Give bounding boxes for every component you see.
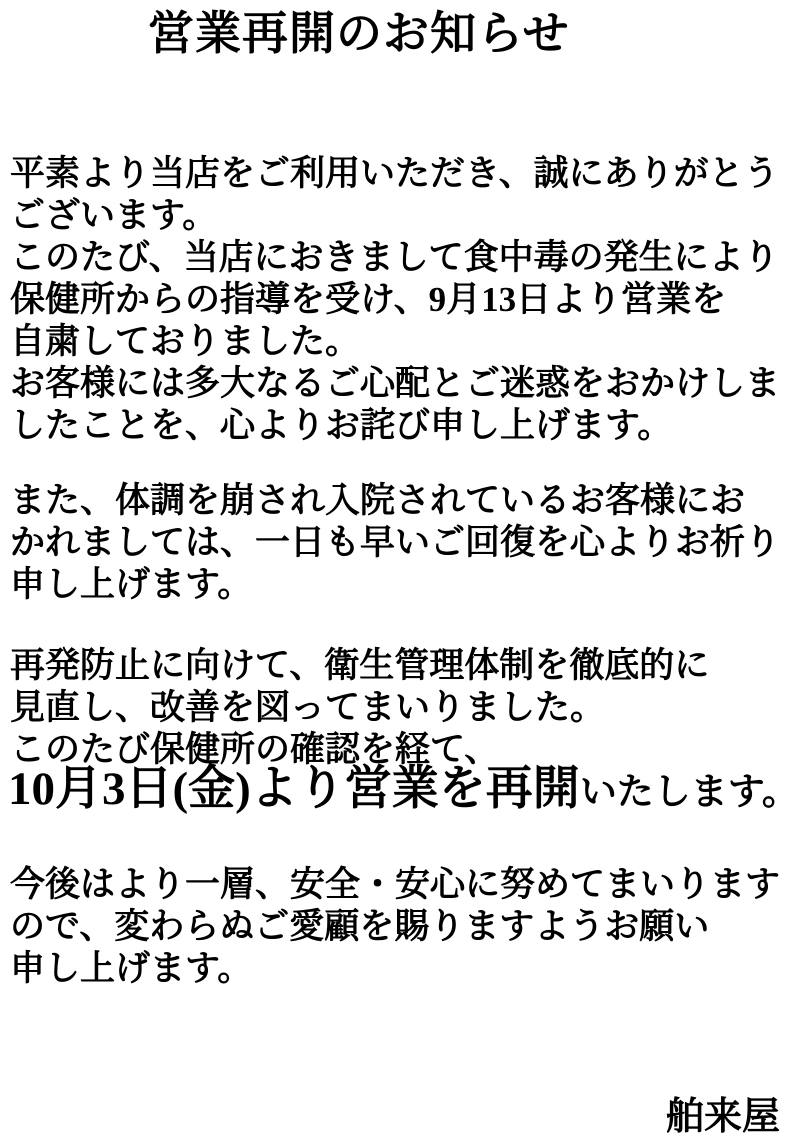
paragraph-get-well-wishes bbox=[0, 480, 800, 606]
reopen-announcement-line bbox=[0, 763, 800, 819]
text-line: したことを、心よりお詫び申し上げます。 bbox=[10, 406, 673, 445]
text-line: ので、変わらぬご愛顧を賜りますようお願い bbox=[10, 907, 710, 946]
notice-title: 営業再開のお知らせ bbox=[148, 8, 570, 59]
text-line: お客様には多大なるご心配とご迷惑をおかけしま bbox=[10, 364, 781, 403]
text-line: 今後はより一層、安全・安心に努めてまいります bbox=[10, 865, 781, 904]
reopen-suffix: いたします。 bbox=[579, 772, 799, 813]
text-line: このたび保健所の確認を経て、 bbox=[10, 730, 500, 769]
text-line: 見直し、改善を図ってまいりました。 bbox=[10, 688, 606, 727]
text-line: 自粛しておりました。 bbox=[10, 322, 361, 361]
reopen-date-emphasis: 10月3日(金)より営業を再開 bbox=[8, 763, 580, 815]
text-line: 再発防止に向けて、衛生管理体制を徹底的に bbox=[10, 646, 710, 685]
paragraph-prevention-measures bbox=[0, 645, 800, 771]
text-line: 保健所からの指導を受け、9月13日より営業を bbox=[10, 280, 727, 319]
paragraph-closing bbox=[0, 864, 800, 990]
paragraph-apology bbox=[0, 153, 800, 447]
text-line: 平素より当店をご利用いただき、誠にありがとう bbox=[10, 154, 779, 193]
text-line: ございます。 bbox=[10, 196, 218, 235]
text-line: かれましては、一日も早いご回復を心よりお祈り bbox=[10, 523, 781, 562]
text-line: 申し上げます。 bbox=[10, 949, 253, 988]
text-line: また、体調を崩され入院されているお客様にお bbox=[10, 481, 746, 520]
text-line: 申し上げます。 bbox=[10, 565, 253, 604]
signature-shop-name: 舶来屋 bbox=[665, 1096, 780, 1138]
text-line: このたび、当店におきまして食中毒の発生により bbox=[10, 238, 779, 277]
